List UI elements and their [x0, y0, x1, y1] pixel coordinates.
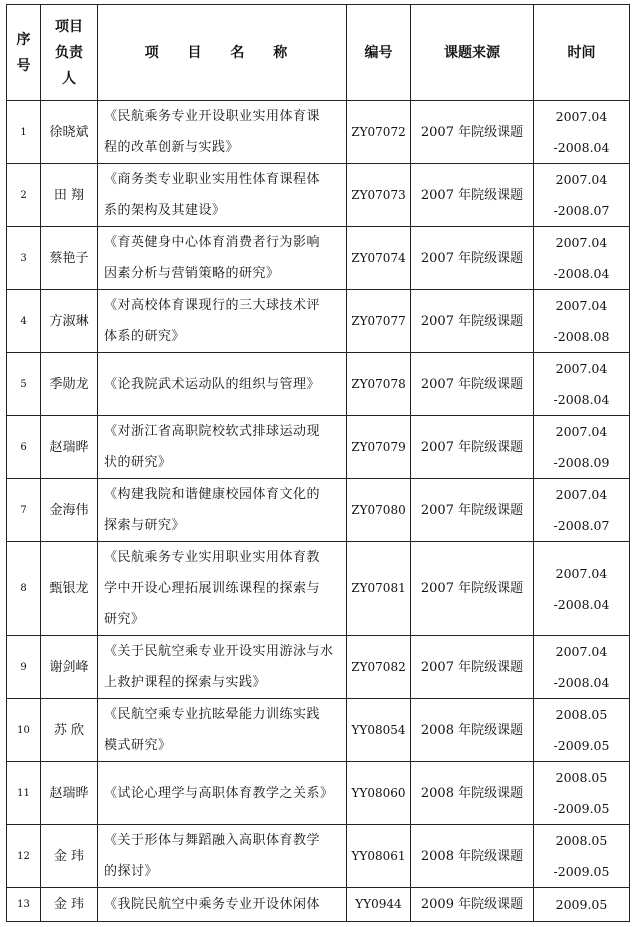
row-title-line: 《论我院武术运动队的组织与管理》	[104, 376, 321, 392]
row-time-line: -2009.05	[553, 864, 610, 879]
table-row	[7, 699, 630, 762]
row-time-line: 2007.04	[555, 109, 608, 124]
row-time-line: 2008.05	[555, 707, 608, 722]
row-source: 2007 年院级课题	[411, 416, 534, 479]
row-title-line: 程的改革创新与实践》	[104, 140, 240, 155]
row-time-line: -2008.04	[553, 140, 610, 155]
row-owner: 季勋龙	[41, 353, 98, 416]
row-time-line: -2009.05	[553, 801, 610, 816]
row-code: ZY07073	[347, 164, 411, 227]
row-title	[98, 888, 347, 922]
row-source: 2008 年院级课题	[411, 825, 534, 888]
row-time-line: -2009.05	[553, 738, 610, 753]
row-time	[534, 762, 630, 825]
row-title	[98, 479, 347, 542]
row-owner: 蔡艳子	[41, 227, 98, 290]
row-code: ZY07079	[347, 416, 411, 479]
row-title-line: 《试论心理学与高职体育教学之关系》	[104, 785, 334, 801]
row-title-line: 学中开设心理拓展训练课程的探索与	[104, 581, 321, 596]
row-time	[534, 164, 630, 227]
row-title-line: 《关于民航空乘专业开设实用游泳与水	[104, 644, 334, 659]
row-number: 13	[7, 888, 41, 922]
row-source: 2007 年院级课题	[411, 479, 534, 542]
row-time-line: -2008.07	[553, 203, 610, 218]
row-code: YY0944	[347, 888, 411, 922]
row-title-line: 《民航空乘专业抗眩晕能力训练实践	[104, 707, 321, 722]
row-title-line: 的探讨》	[104, 864, 159, 879]
row-source: 2007 年院级课题	[411, 353, 534, 416]
row-owner: 赵瑞晔	[41, 762, 98, 825]
row-code: ZY07080	[347, 479, 411, 542]
table-row	[7, 888, 630, 922]
row-time	[534, 636, 630, 699]
row-time-line: 2007.04	[555, 487, 608, 502]
row-owner: 金海伟	[41, 479, 98, 542]
row-time-line: 2007.04	[555, 361, 608, 376]
row-time-line: 2009.05	[555, 897, 608, 912]
row-time-line: -2008.04	[553, 392, 610, 407]
row-time-line: 2008.05	[555, 833, 608, 848]
row-code: ZY07082	[347, 636, 411, 699]
row-code: ZY07074	[347, 227, 411, 290]
row-title-line: 系的架构及其建设》	[104, 203, 226, 218]
row-title-line: 因素分析与营销策略的研究》	[104, 266, 280, 281]
row-time-line: -2008.07	[553, 518, 610, 533]
table-row	[7, 416, 630, 479]
row-title-line: 《商务类专业职业实用性体育课程体	[104, 172, 321, 187]
row-code: YY08061	[347, 825, 411, 888]
row-code: YY08060	[347, 762, 411, 825]
row-source: 2008 年院级课题	[411, 699, 534, 762]
header-code: 编号	[347, 5, 411, 101]
row-source: 2007 年院级课题	[411, 290, 534, 353]
row-owner: 苏 欣	[41, 699, 98, 762]
row-time	[534, 227, 630, 290]
table-row	[7, 353, 630, 416]
row-owner: 徐晓斌	[41, 101, 98, 164]
row-time	[534, 101, 630, 164]
table-row	[7, 290, 630, 353]
row-time-line: 2007.04	[555, 298, 608, 313]
row-title-line: 模式研究》	[104, 738, 172, 753]
row-title-line: 《育英健身中心体育消费者行为影响	[104, 235, 321, 250]
row-number: 2	[7, 164, 41, 227]
row-title	[98, 353, 347, 416]
header-seq: 序 号	[7, 5, 41, 101]
row-time	[534, 888, 630, 922]
row-title-line: 状的研究》	[104, 455, 172, 470]
row-source: 2007 年院级课题	[411, 164, 534, 227]
row-number: 10	[7, 699, 41, 762]
table-row	[7, 101, 630, 164]
row-number: 9	[7, 636, 41, 699]
row-title-line: 《我院民航空中乘务专业开设休闲体	[104, 897, 321, 912]
row-number: 1	[7, 101, 41, 164]
row-code: ZY07077	[347, 290, 411, 353]
row-title	[98, 416, 347, 479]
row-time-line: 2007.04	[555, 565, 608, 581]
row-time-line: 2007.04	[555, 235, 608, 250]
row-title-line: 《构建我院和谐健康校园体育文化的	[104, 487, 321, 502]
row-time	[534, 825, 630, 888]
row-title	[98, 699, 347, 762]
row-owner: 方淑琳	[41, 290, 98, 353]
row-owner: 金 玮	[41, 825, 98, 888]
row-number: 11	[7, 762, 41, 825]
row-code: ZY07081	[347, 542, 411, 636]
row-title-line: 《民航乘务专业开设职业实用体育课	[104, 109, 321, 124]
row-code: YY08054	[347, 699, 411, 762]
table-row	[7, 636, 630, 699]
row-title-line: 《对浙江省高职院校软式排球运动现	[104, 424, 321, 439]
header-source: 课题来源	[411, 5, 534, 101]
row-owner: 赵瑞晔	[41, 416, 98, 479]
row-time	[534, 479, 630, 542]
table-row	[7, 164, 630, 227]
row-title-line: 《关于形体与舞蹈融入高职体育教学	[104, 833, 321, 848]
row-source: 2007 年院级课题	[411, 101, 534, 164]
header-title: 项 目 名 称	[98, 5, 347, 101]
row-number: 4	[7, 290, 41, 353]
row-owner: 金 玮	[41, 888, 98, 922]
table-row	[7, 825, 630, 888]
row-title	[98, 825, 347, 888]
header-owner: 项目 负责 人	[41, 5, 98, 101]
row-time-line: -2008.09	[553, 455, 610, 470]
row-number: 7	[7, 479, 41, 542]
row-time-line: 2007.04	[555, 424, 608, 439]
row-title	[98, 762, 347, 825]
row-title-line: 上救护课程的探索与实践》	[104, 675, 267, 690]
row-source: 2007 年院级课题	[411, 227, 534, 290]
table-row	[7, 479, 630, 542]
row-time	[534, 699, 630, 762]
row-number: 3	[7, 227, 41, 290]
row-code: ZY07072	[347, 101, 411, 164]
row-code: ZY07078	[347, 353, 411, 416]
row-time	[534, 353, 630, 416]
row-title	[98, 290, 347, 353]
row-owner: 谢剑峰	[41, 636, 98, 699]
row-time	[534, 416, 630, 479]
row-source: 2008 年院级课题	[411, 762, 534, 825]
project-table	[6, 4, 630, 922]
row-title	[98, 227, 347, 290]
row-title-line: 探索与研究》	[104, 518, 186, 533]
row-title	[98, 636, 347, 699]
row-time-line: 2007.04	[555, 172, 608, 187]
row-owner: 甄银龙	[41, 542, 98, 636]
row-number: 5	[7, 353, 41, 416]
row-source: 2007 年院级课题	[411, 636, 534, 699]
row-title-line: 《对高校体育课现行的三大球技术评	[104, 298, 321, 313]
row-time-line: -2008.08	[553, 329, 610, 344]
row-time	[534, 290, 630, 353]
row-time-line: -2008.04	[553, 675, 610, 690]
row-title	[98, 101, 347, 164]
row-time-line: 2007.04	[555, 644, 608, 659]
row-title-line: 《民航乘务专业实用职业实用体育教	[104, 550, 321, 565]
row-time	[534, 542, 630, 636]
row-time-line: 2008.05	[555, 770, 608, 785]
row-source: 2007 年院级课题	[411, 542, 534, 636]
row-title	[98, 164, 347, 227]
table-row	[7, 542, 630, 636]
row-source: 2009 年院级课题	[411, 888, 534, 922]
table-row	[7, 227, 630, 290]
table-row	[7, 762, 630, 825]
row-time-line: -2008.04	[553, 266, 610, 281]
row-owner: 田 翔	[41, 164, 98, 227]
row-number: 6	[7, 416, 41, 479]
row-title	[98, 542, 347, 636]
row-number: 12	[7, 825, 41, 888]
row-title-line: 研究》	[104, 612, 145, 627]
header-time: 时间	[534, 5, 630, 101]
row-title-line: 体系的研究》	[104, 329, 186, 344]
row-number: 8	[7, 542, 41, 636]
row-time-line: -2008.04	[553, 596, 610, 612]
header-row	[7, 5, 630, 101]
